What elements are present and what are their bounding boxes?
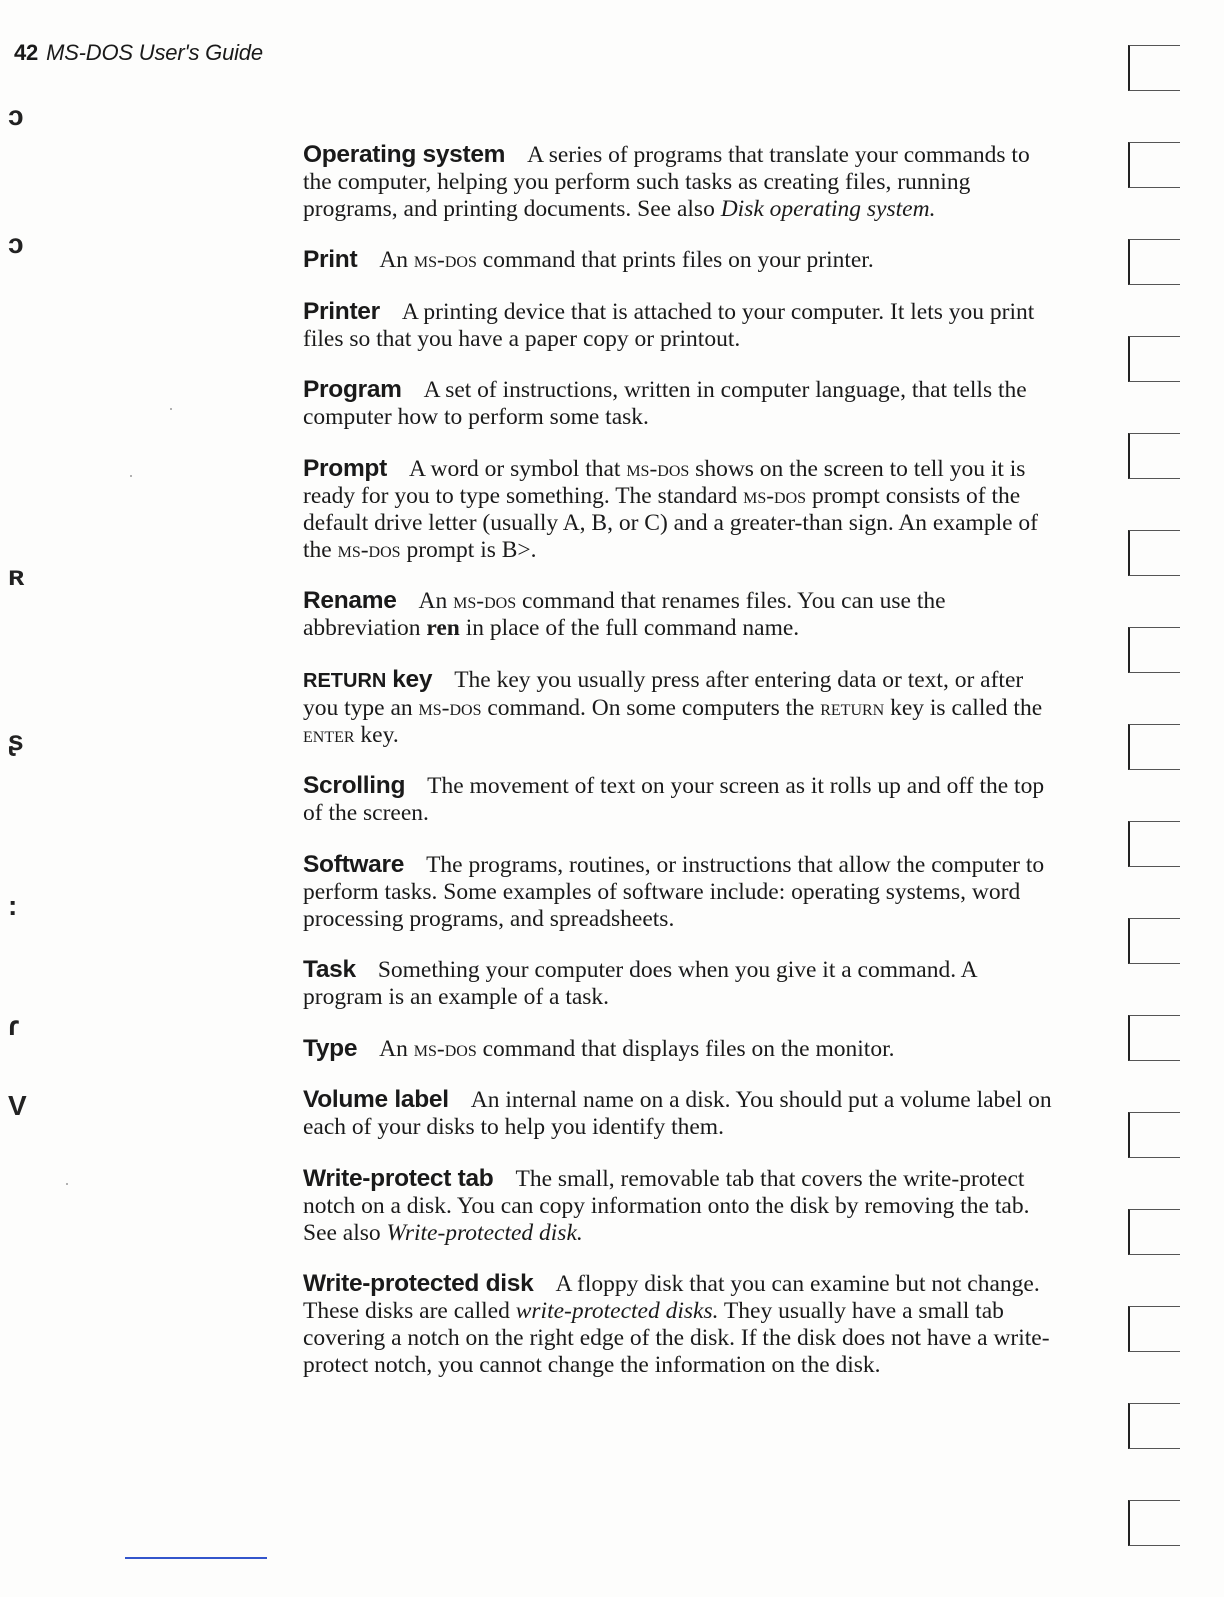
entry-text: prompt is B>. — [400, 536, 537, 563]
entry-text: key. — [354, 721, 399, 748]
entry-smallcaps: ms-dos — [626, 455, 690, 482]
thumb-tab — [1128, 336, 1180, 382]
entry-term-smallcaps: RETURN — [303, 669, 387, 692]
entry-term: Operating system — [303, 140, 506, 168]
thumb-tab — [1128, 1403, 1180, 1449]
scan-speck — [66, 1183, 68, 1185]
entry-text: in place of the full command name. — [459, 615, 800, 641]
entry-term: Prompt — [303, 454, 387, 482]
thumb-tab — [1128, 627, 1180, 673]
glossary-entry — [303, 587, 1055, 642]
scan-speck — [170, 408, 172, 410]
glossary-entry — [303, 455, 1055, 564]
entry-text: key is called the — [884, 694, 1043, 721]
glossary-entry — [303, 1035, 1055, 1063]
entry-crossref: Write-protected disk. — [386, 1219, 583, 1246]
entry-text: A printing device that is attached to your computer. It lets you print files so that you have a paper copy or printout. — [303, 298, 1035, 352]
entry-text: A series of programs that translate your commands to the computer, helping you perform such tasks as creating files, running programs, and printing documents. See also — [303, 141, 1030, 222]
glossary-entry — [303, 772, 1055, 827]
entry-term: Type — [303, 1034, 358, 1062]
entry-text: The small, removable tab that covers the write-protect notch on a disk. You can copy information onto the disk by removing the tab. See also — [303, 1165, 1030, 1246]
entry-text: An — [379, 1035, 414, 1062]
entry-text: The movement of text on your screen as it rolls up and off the top of the screen. — [303, 773, 1045, 826]
margin-mark: ɔ — [8, 100, 24, 131]
entry-term: Task — [303, 956, 356, 983]
thumb-tab — [1128, 1015, 1180, 1061]
entry-smallcaps: ms-dos — [337, 536, 401, 563]
entry-text: prompt consists of the default drive letter (usually A, B, or C) and a greater-than sign. An example of the — [303, 482, 1038, 563]
glossary-entry — [303, 666, 1055, 749]
entry-text: command that renames files. You can use the abbreviation — [303, 588, 946, 641]
entry-term: Printer — [303, 297, 380, 325]
entry-term: Scrolling — [303, 772, 406, 799]
entry-smallcaps: ms-dos — [413, 247, 477, 273]
entry-term: key — [392, 665, 433, 693]
entry-italic: write-protected disks. — [515, 1298, 719, 1324]
entry-text: They usually have a small tab covering a notch on the right edge of the disk. If the disk does not have a write-protect notch, you cannot change the information on the disk. — [303, 1298, 1050, 1378]
entry-term: Write-protected disk — [303, 1270, 534, 1297]
thumb-tab — [1128, 821, 1180, 867]
glossary-entry — [303, 956, 1055, 1011]
thumb-tab — [1128, 142, 1180, 188]
entry-smallcaps: ms-dos — [743, 482, 807, 509]
glossary-entry — [303, 376, 1055, 431]
entry-text: An — [418, 588, 454, 614]
margin-mark: V — [8, 1090, 27, 1121]
thumb-tab — [1128, 1306, 1180, 1352]
entry-text: An — [379, 247, 414, 273]
entry-term: Write-protect tab — [303, 1164, 494, 1192]
entry-text: An internal name on a disk. You should put a volume label on each of your disks to help you identify them. — [303, 1087, 1052, 1140]
thumb-tab — [1128, 239, 1180, 285]
entry-text: A floppy disk that you can examine but not change. These disks are called — [303, 1271, 1040, 1324]
thumb-tab — [1128, 724, 1180, 770]
glossary-entry — [303, 1165, 1055, 1247]
entry-crossref: Disk operating system. — [720, 195, 936, 222]
entry-text: command that displays files on the monitor. — [476, 1035, 895, 1062]
glossary-entry — [303, 246, 1055, 274]
thumb-tab — [1128, 433, 1180, 479]
thumb-tab — [1128, 1112, 1180, 1158]
scan-speck — [130, 475, 132, 477]
thumb-tab — [1128, 1500, 1180, 1546]
thumb-tab — [1128, 918, 1180, 964]
entry-text: command that prints files on your printer. — [476, 247, 874, 273]
entry-text: command. On some computers the — [481, 694, 821, 721]
entry-smallcaps: ms-dos — [413, 1035, 477, 1062]
entry-text: The programs, routines, or instructions that allow the computer to perform tasks. Some examples of software include: operating systems, word processing programs, and spreadsheets. — [303, 851, 1045, 932]
entry-command: ren — [426, 615, 460, 641]
margin-mark: ʂ — [8, 725, 24, 756]
glossary-entry — [303, 851, 1055, 933]
entry-term: Software — [303, 850, 405, 878]
entry-text: The key you usually press after entering data or text, or after you type an — [303, 666, 1024, 721]
margin-mark: ͻ — [8, 228, 24, 259]
bottom-rule — [125, 1557, 267, 1559]
entry-smallcaps: enter — [303, 721, 355, 748]
entry-smallcaps: return — [820, 694, 885, 721]
glossary-entries — [303, 117, 1055, 1395]
margin-mark: : — [8, 890, 18, 921]
entry-text: Something your computer does when you give it a command. A program is an example of a task. — [303, 957, 977, 1010]
page-header — [14, 40, 263, 66]
glossary-entry — [303, 141, 1055, 223]
entry-smallcaps: ms-dos — [453, 588, 517, 614]
margin-mark: ɾ — [8, 1010, 19, 1041]
entry-term: Program — [303, 376, 402, 403]
margin-mark: ʀ — [8, 560, 25, 591]
entry-term: Print — [303, 246, 358, 273]
entry-term: Rename — [303, 587, 397, 614]
thumb-tab — [1128, 530, 1180, 576]
glossary-entry — [303, 1270, 1055, 1379]
glossary-entry — [303, 298, 1055, 353]
thumb-tab — [1128, 1209, 1180, 1255]
entry-term: Volume label — [303, 1086, 449, 1113]
entry-text: shows on the screen to tell you it is ready for you to type something. The standard — [303, 455, 1026, 509]
thumb-tab — [1128, 45, 1180, 91]
running-title: MS-DOS User's Guide — [46, 40, 263, 65]
thumb-index-tabs — [1128, 45, 1184, 1597]
page-number: 42 — [14, 40, 39, 65]
entry-text: A word or symbol that — [408, 455, 627, 482]
glossary-entry — [303, 1086, 1055, 1141]
entry-smallcaps: ms-dos — [418, 694, 482, 721]
entry-text: A set of instructions, written in computer language, that tells the computer how to perform some task. — [303, 377, 1027, 430]
